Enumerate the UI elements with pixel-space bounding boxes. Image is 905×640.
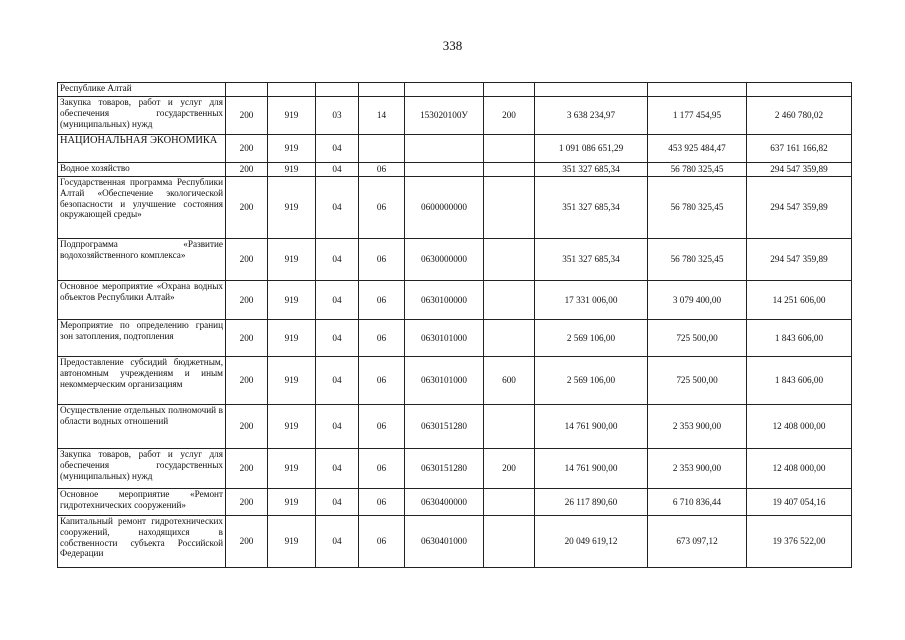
table-row bbox=[58, 320, 852, 357]
cell-sum-total: 17 331 006,00 bbox=[535, 281, 648, 320]
cell-ministry bbox=[268, 83, 316, 97]
cell-admin: 200 bbox=[226, 357, 268, 405]
budget-table bbox=[57, 82, 852, 568]
cell-sum-2: 3 079 400,00 bbox=[648, 281, 747, 320]
cell-sum-3: 12 408 000,00 bbox=[747, 449, 852, 489]
cell-target-article: 0630101000 bbox=[405, 320, 484, 357]
cell-sum-total: 3 638 234,97 bbox=[535, 97, 648, 135]
cell-sum-total: 14 761 900,00 bbox=[535, 405, 648, 449]
cell-section: 03 bbox=[316, 97, 359, 135]
cell-sum-2: 2 353 900,00 bbox=[648, 449, 747, 489]
cell-sum-2 bbox=[648, 83, 747, 97]
cell-expense-kind: 200 bbox=[484, 97, 535, 135]
cell-expense-kind: 200 bbox=[484, 449, 535, 489]
table-row bbox=[58, 281, 852, 320]
cell-admin: 200 bbox=[226, 449, 268, 489]
cell-admin: 200 bbox=[226, 177, 268, 239]
cell-sum-3: 19 407 054,16 bbox=[747, 489, 852, 516]
cell-expense-kind bbox=[484, 405, 535, 449]
cell-section: 04 bbox=[316, 239, 359, 281]
cell-sum-total: 26 117 890,60 bbox=[535, 489, 648, 516]
cell-sum-2: 725 500,00 bbox=[648, 357, 747, 405]
cell-section: 04 bbox=[316, 163, 359, 177]
cell-expense-kind bbox=[484, 177, 535, 239]
cell-sum-total: 351 327 685,34 bbox=[535, 163, 648, 177]
cell-admin bbox=[226, 83, 268, 97]
cell-subsection: 14 bbox=[359, 97, 405, 135]
cell-admin: 200 bbox=[226, 97, 268, 135]
cell-expense-kind bbox=[484, 163, 535, 177]
cell-target-article: 0630401000 bbox=[405, 516, 484, 568]
table-row bbox=[58, 97, 852, 135]
cell-sum-2: 56 780 325,45 bbox=[648, 163, 747, 177]
cell-sum-total: 2 569 106,00 bbox=[535, 357, 648, 405]
table-row bbox=[58, 357, 852, 405]
cell-subsection bbox=[359, 83, 405, 97]
cell-sum-2: 56 780 325,45 bbox=[648, 239, 747, 281]
cell-admin: 200 bbox=[226, 135, 268, 163]
cell-target-article: 0630400000 bbox=[405, 489, 484, 516]
table-row bbox=[58, 239, 852, 281]
cell-admin: 200 bbox=[226, 239, 268, 281]
cell-sum-2: 725 500,00 bbox=[648, 320, 747, 357]
cell-target-article: 0630000000 bbox=[405, 239, 484, 281]
row-name: Основное мероприятие «Охрана водных объектов Республики Алтай» bbox=[58, 281, 226, 320]
row-name: НАЦИОНАЛЬНАЯ ЭКОНОМИКА bbox=[58, 135, 226, 163]
cell-target-article: 0630101000 bbox=[405, 357, 484, 405]
cell-sum-2: 453 925 484,47 bbox=[648, 135, 747, 163]
cell-sum-3: 294 547 359,89 bbox=[747, 177, 852, 239]
cell-target-article bbox=[405, 83, 484, 97]
cell-section: 04 bbox=[316, 135, 359, 163]
cell-section: 04 bbox=[316, 405, 359, 449]
cell-admin: 200 bbox=[226, 405, 268, 449]
cell-subsection: 06 bbox=[359, 405, 405, 449]
table-row bbox=[58, 405, 852, 449]
cell-ministry: 919 bbox=[268, 357, 316, 405]
cell-sum-3: 294 547 359,89 bbox=[747, 163, 852, 177]
cell-admin: 200 bbox=[226, 163, 268, 177]
cell-sum-total bbox=[535, 83, 648, 97]
cell-expense-kind bbox=[484, 320, 535, 357]
cell-subsection: 06 bbox=[359, 516, 405, 568]
cell-section: 04 bbox=[316, 449, 359, 489]
cell-expense-kind bbox=[484, 135, 535, 163]
cell-subsection: 06 bbox=[359, 357, 405, 405]
cell-sum-3: 2 460 780,02 bbox=[747, 97, 852, 135]
row-name: Подпрограмма «Развитие водохозяйственного комплекса» bbox=[58, 239, 226, 281]
cell-subsection: 06 bbox=[359, 163, 405, 177]
cell-ministry: 919 bbox=[268, 281, 316, 320]
cell-target-article bbox=[405, 135, 484, 163]
row-name: Закупка товаров, работ и услуг для обеспечения государственных (муниципальных) нужд bbox=[58, 97, 226, 135]
row-name: Закупка товаров, работ и услуг для обеспечения государственных (муниципальных) нужд bbox=[58, 449, 226, 489]
cell-sum-total: 351 327 685,34 bbox=[535, 177, 648, 239]
cell-sum-2: 1 177 454,95 bbox=[648, 97, 747, 135]
cell-target-article: 0630100000 bbox=[405, 281, 484, 320]
cell-sum-3: 294 547 359,89 bbox=[747, 239, 852, 281]
cell-expense-kind bbox=[484, 281, 535, 320]
cell-target-article: 0630151280 bbox=[405, 405, 484, 449]
cell-sum-3: 1 843 606,00 bbox=[747, 320, 852, 357]
cell-sum-3 bbox=[747, 83, 852, 97]
row-name: Капитальный ремонт гидротехнических сооружений, находящихся в собственности субъекта Российской Федерации bbox=[58, 516, 226, 568]
cell-ministry: 919 bbox=[268, 163, 316, 177]
cell-ministry: 919 bbox=[268, 97, 316, 135]
cell-subsection: 06 bbox=[359, 281, 405, 320]
row-name: Республике Алтай bbox=[58, 83, 226, 97]
cell-section: 04 bbox=[316, 489, 359, 516]
cell-ministry: 919 bbox=[268, 449, 316, 489]
cell-admin: 200 bbox=[226, 489, 268, 516]
cell-admin: 200 bbox=[226, 281, 268, 320]
cell-section: 04 bbox=[316, 357, 359, 405]
cell-section: 04 bbox=[316, 281, 359, 320]
cell-expense-kind bbox=[484, 239, 535, 281]
cell-sum-2: 2 353 900,00 bbox=[648, 405, 747, 449]
cell-subsection: 06 bbox=[359, 449, 405, 489]
cell-sum-2: 673 097,12 bbox=[648, 516, 747, 568]
cell-target-article: 0630151280 bbox=[405, 449, 484, 489]
cell-subsection: 06 bbox=[359, 239, 405, 281]
row-name: Предоставление субсидий бюджетным, автономным учреждениям и иным некоммерческим организациям bbox=[58, 357, 226, 405]
cell-expense-kind bbox=[484, 83, 535, 97]
table-row bbox=[58, 449, 852, 489]
cell-ministry: 919 bbox=[268, 405, 316, 449]
cell-subsection: 06 bbox=[359, 489, 405, 516]
table-row bbox=[58, 177, 852, 239]
cell-sum-3: 637 161 166,82 bbox=[747, 135, 852, 163]
cell-subsection: 06 bbox=[359, 320, 405, 357]
cell-sum-total: 20 049 619,12 bbox=[535, 516, 648, 568]
cell-ministry: 919 bbox=[268, 516, 316, 568]
row-name: Мероприятие по определению границ зон затопления, подтопления bbox=[58, 320, 226, 357]
cell-expense-kind bbox=[484, 516, 535, 568]
cell-sum-total: 1 091 086 651,29 bbox=[535, 135, 648, 163]
cell-sum-2: 6 710 836,44 bbox=[648, 489, 747, 516]
table-row bbox=[58, 135, 852, 163]
cell-sum-3: 12 408 000,00 bbox=[747, 405, 852, 449]
cell-expense-kind: 600 bbox=[484, 357, 535, 405]
cell-sum-3: 1 843 606,00 bbox=[747, 357, 852, 405]
cell-target-article: 0600000000 bbox=[405, 177, 484, 239]
cell-sum-total: 351 327 685,34 bbox=[535, 239, 648, 281]
row-name: Государственная программа Республики Алтай «Обеспечение экологической безопасности и улучшение состояния окружающей среды» bbox=[58, 177, 226, 239]
cell-admin: 200 bbox=[226, 516, 268, 568]
cell-subsection: 06 bbox=[359, 177, 405, 239]
cell-ministry: 919 bbox=[268, 239, 316, 281]
cell-admin: 200 bbox=[226, 320, 268, 357]
cell-target-article bbox=[405, 163, 484, 177]
cell-sum-3: 14 251 606,00 bbox=[747, 281, 852, 320]
cell-sum-3: 19 376 522,00 bbox=[747, 516, 852, 568]
table-row bbox=[58, 163, 852, 177]
row-name: Водное хозяйство bbox=[58, 163, 226, 177]
cell-sum-total: 2 569 106,00 bbox=[535, 320, 648, 357]
cell-sum-total: 14 761 900,00 bbox=[535, 449, 648, 489]
cell-target-article: 153020100У bbox=[405, 97, 484, 135]
cell-ministry: 919 bbox=[268, 489, 316, 516]
row-name: Осуществление отдельных полномочий в области водных отношений bbox=[58, 405, 226, 449]
page-number: 338 bbox=[442, 38, 463, 53]
table-row bbox=[58, 516, 852, 568]
cell-expense-kind bbox=[484, 489, 535, 516]
row-name: Основное мероприятие «Ремонт гидротехнических сооружений» bbox=[58, 489, 226, 516]
cell-ministry: 919 bbox=[268, 135, 316, 163]
cell-section: 04 bbox=[316, 320, 359, 357]
table-row bbox=[58, 83, 852, 97]
table-row bbox=[58, 489, 852, 516]
cell-section: 04 bbox=[316, 516, 359, 568]
cell-subsection bbox=[359, 135, 405, 163]
cell-sum-2: 56 780 325,45 bbox=[648, 177, 747, 239]
cell-ministry: 919 bbox=[268, 320, 316, 357]
cell-section: 04 bbox=[316, 177, 359, 239]
cell-section bbox=[316, 83, 359, 97]
cell-ministry: 919 bbox=[268, 177, 316, 239]
